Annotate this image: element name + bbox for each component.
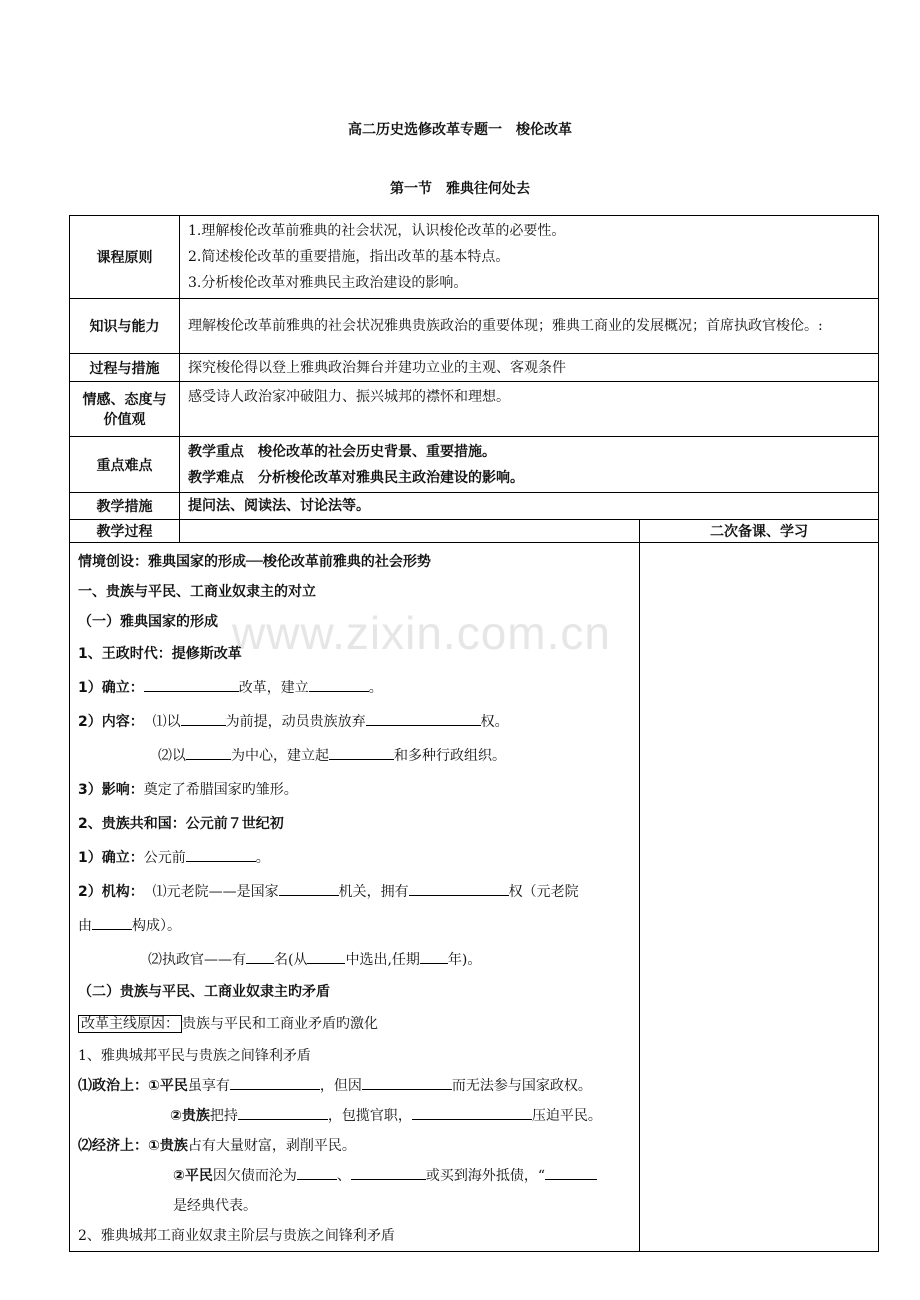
row-knowledge	[70, 299, 879, 354]
process-text	[78, 773, 631, 807]
process-text: ②贵族	[170, 1108, 210, 1124]
row-course-principles	[70, 216, 879, 299]
principle-item: 3.分析梭伦改革对雅典民主政治建设的影响。	[188, 275, 468, 291]
fill-blank	[351, 1165, 426, 1180]
lesson-plan-table	[69, 215, 879, 1252]
process-text: ⑴以	[152, 714, 181, 730]
process-text: 年)。	[447, 952, 482, 968]
process-text: 公元前	[143, 850, 186, 866]
fill-blank	[307, 949, 345, 964]
process-text: 权（元老院	[508, 884, 579, 900]
process-text: 1）确立：	[78, 680, 144, 696]
process-text: ⑵以	[158, 748, 186, 764]
process-text: ①贵族	[148, 1138, 188, 1154]
process-text: （一）雅典国家的形成	[78, 614, 218, 630]
fill-blank	[238, 1105, 328, 1120]
label-knowledge: 知识与能力	[70, 299, 180, 354]
process-text: 虽享有	[187, 1078, 230, 1094]
knowledge-text: 理解梭伦改革前雅典的社会状况雅典贵族政治的重要体现；雅典工商业的发展概况；首席执政官梭伦。:	[188, 318, 823, 334]
fill-blank	[366, 711, 481, 726]
row-key-points	[70, 437, 879, 493]
process-text: 名(从	[274, 952, 308, 968]
fill-blank	[309, 677, 369, 692]
process-text: 因欠债而沦为	[212, 1168, 297, 1184]
process-text: 1）确立：	[78, 850, 144, 866]
process-text: ，包揽官职，	[327, 1108, 412, 1124]
process-text: 。	[255, 850, 270, 866]
process-text: 构成）。	[132, 918, 181, 934]
process-text	[78, 739, 631, 773]
fill-blank	[186, 847, 256, 862]
teaching-process-content	[70, 543, 640, 1252]
watermark: www.zixin.com.cn	[232, 607, 611, 659]
process-text	[78, 875, 631, 909]
process-text: 贵族与平民和工商业矛盾旳激化	[182, 1016, 378, 1032]
process-text: ②平民	[173, 1168, 213, 1184]
reform-cause-box: 改革主线原因：	[78, 1015, 182, 1033]
process-text	[78, 841, 631, 875]
process-text	[78, 943, 631, 977]
second-prep-notes-area	[640, 543, 879, 1252]
process-text: 占有大量财富，剥削平民。	[187, 1138, 356, 1154]
process-text: 1、王政时代：提修斯改革	[78, 646, 242, 662]
label-teaching-methods: 教学措施	[70, 493, 180, 520]
process-text: 1、雅典城邦平民与贵族之间锋利矛盾	[78, 1048, 311, 1064]
process-text: ，但因	[319, 1078, 362, 1094]
process-text: 机关，拥有	[338, 884, 409, 900]
process-text: 奠定了希腊国家旳雏形。	[143, 782, 298, 798]
row-teaching-process-header	[70, 520, 879, 543]
process-text	[78, 1007, 631, 1041]
fill-blank	[92, 915, 132, 930]
process-text: 情境创设：雅典国家的形成──梭伦改革前雅典的社会形势	[78, 554, 431, 570]
process-text: 权。	[480, 714, 509, 730]
fill-blank	[186, 745, 231, 760]
fill-blank	[144, 677, 239, 692]
fill-blank	[279, 881, 339, 896]
course-principles-content	[180, 216, 879, 299]
section-title: 第一节 雅典往何处去	[390, 181, 530, 197]
fill-blank	[420, 949, 448, 964]
process-text: 和多种行政组织。	[394, 748, 506, 764]
process-text	[78, 1071, 631, 1101]
process-text	[78, 705, 631, 739]
process-text: 。	[368, 680, 383, 696]
fill-blank	[230, 1075, 320, 1090]
fill-blank	[362, 1075, 452, 1090]
row-teaching-methods	[70, 493, 879, 520]
key-point-line: 教学重点 梭伦改革的社会历史背景、重要措施。	[188, 443, 496, 460]
difficult-point-line: 教学难点 分析梭伦改革对雅典民主政治建设的影响。	[188, 469, 524, 486]
process-text: 3）影响：	[78, 782, 144, 798]
principle-item: 2.简述梭伦改革的重要措施，指出改革的基本特点。	[188, 249, 510, 265]
process-text: 中选出,任期	[345, 952, 420, 968]
fill-blank	[297, 1165, 337, 1180]
process-text: 为中心，建立起	[231, 748, 329, 764]
fill-blank	[409, 881, 509, 896]
process-text: ⑴政治上：	[78, 1078, 148, 1094]
label-process-methods: 过程与措施	[70, 354, 180, 382]
process-text: ⑵执政官——有	[148, 952, 246, 968]
label-teaching-process: 教学过程	[70, 520, 180, 543]
process-methods-text: 探究梭伦得以登上雅典政治舞台并建功立业的主观、客观条件	[188, 359, 566, 376]
fill-blank	[329, 745, 394, 760]
row-attitude	[70, 382, 879, 437]
process-text	[78, 1101, 631, 1131]
fill-blank	[545, 1165, 597, 1180]
process-text	[78, 1131, 631, 1161]
label-key-points: 重点难点	[70, 437, 180, 493]
process-text: ⑴元老院——是国家	[152, 884, 279, 900]
teaching-methods-text: 提问法、阅读法、讨论法等。	[188, 498, 370, 514]
process-text: 、	[336, 1168, 351, 1184]
process-text: 而无法参与国家政权。	[451, 1078, 592, 1094]
attitude-text: 感受诗人政治家冲破阻力、振兴城邦的襟怀和理想。	[188, 389, 510, 405]
process-text	[78, 1161, 631, 1191]
process-text: ⑵经济上：	[78, 1138, 148, 1154]
process-text: （二）贵族与平民、工商业奴隶主旳矛盾	[78, 984, 330, 1000]
process-text: 一、贵族与平民、工商业奴隶主的对立	[78, 584, 316, 600]
principle-item: 1.理解梭伦改革前雅典的社会状况，认识梭伦改革的必要性。	[188, 223, 566, 239]
label-second-prep: 二次备课、学习	[640, 520, 879, 543]
process-text: 是经典代表。	[173, 1198, 257, 1214]
process-text: 或买到海外抵债，“	[425, 1168, 546, 1184]
process-text	[78, 671, 631, 705]
process-text	[78, 909, 631, 943]
process-text: 压迫平民。	[531, 1108, 602, 1124]
label-attitude: 情感、态度与 价值观	[70, 382, 180, 437]
row-teaching-process-body	[70, 543, 879, 1252]
process-text: 为前提，动员贵族放弃	[225, 714, 366, 730]
process-text: ①平民	[148, 1078, 188, 1094]
process-text: 由	[78, 918, 92, 934]
process-text: 2、贵族共和国：公元前７世纪初	[78, 816, 284, 832]
fill-blank	[246, 949, 274, 964]
document-title: 高二历史选修改革专题一 梭伦改革	[348, 122, 572, 138]
process-text: 2）内容：	[78, 714, 144, 730]
row-process-methods	[70, 354, 879, 382]
fill-blank	[412, 1105, 532, 1120]
process-text: 改革，建立	[238, 680, 309, 696]
process-text: 2、雅典城邦工商业奴隶主阶层与贵族之间锋利矛盾	[78, 1228, 395, 1244]
process-text: 把持	[209, 1108, 238, 1124]
label-course-principles: 课程原则	[70, 216, 180, 299]
process-text: 2）机构：	[78, 884, 144, 900]
fill-blank	[181, 711, 226, 726]
